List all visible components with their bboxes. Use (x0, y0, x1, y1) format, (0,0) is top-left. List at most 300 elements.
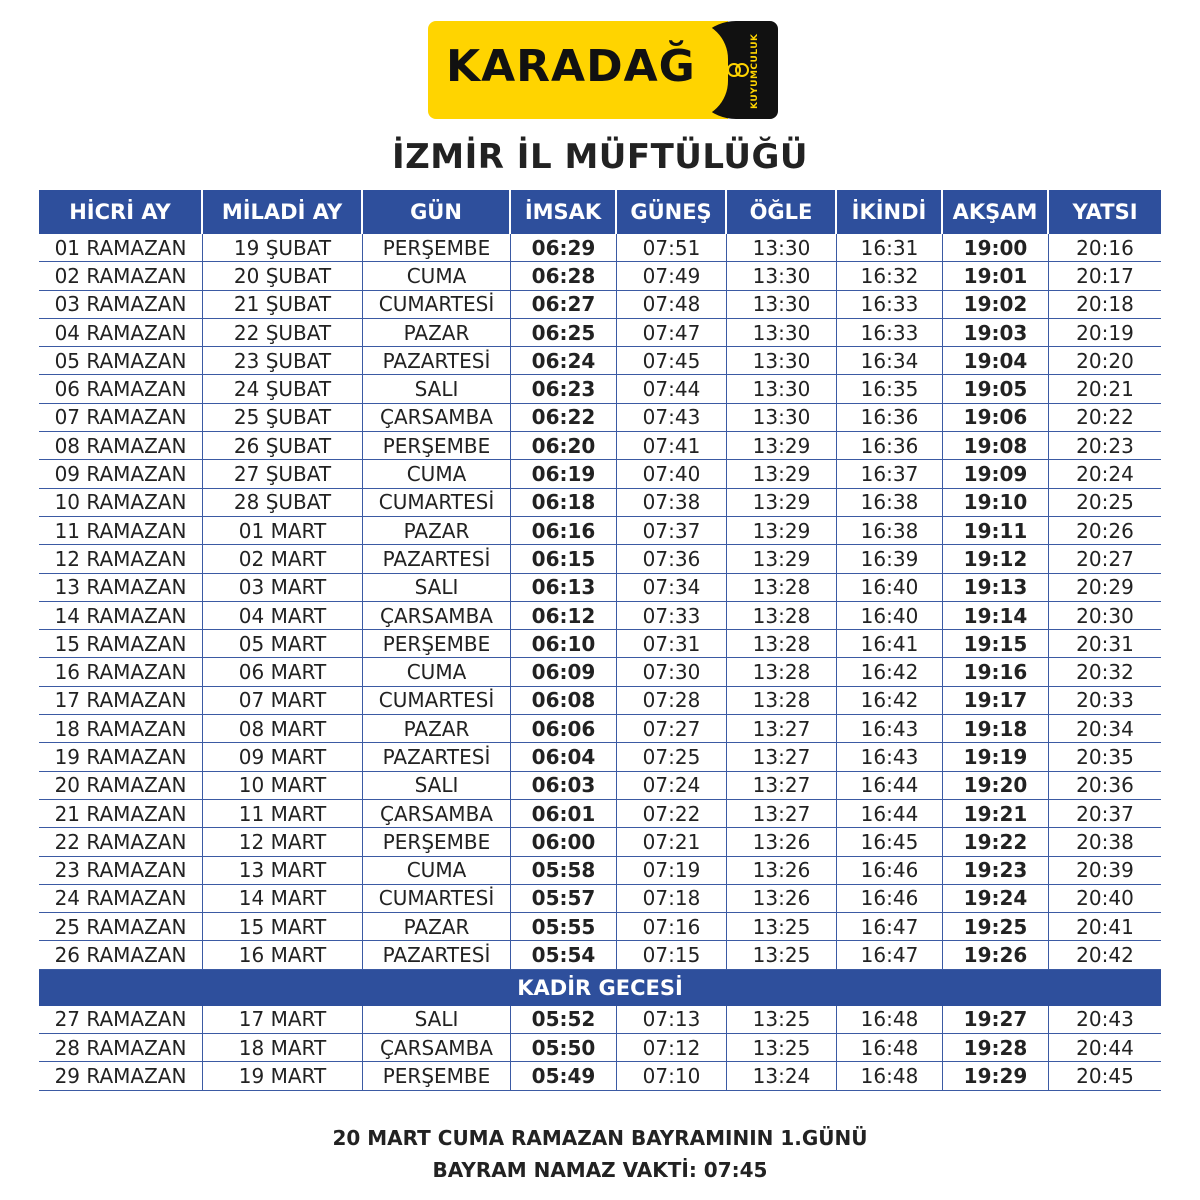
cell-aksam: 19:06 (943, 404, 1049, 431)
cell-aksam: 19:13 (943, 574, 1049, 601)
cell-miladi-ay: 05 MART (203, 630, 363, 657)
cell-ogle: 13:30 (727, 262, 837, 289)
cell-ogle: 13:28 (727, 602, 837, 629)
header-miladi-ay: MİLADİ AY (203, 190, 363, 234)
cell-ikindi: 16:45 (837, 828, 943, 855)
cell-hicri-ay: 27 RAMAZAN (39, 1006, 203, 1033)
table-row (39, 602, 1161, 630)
header-aksam: AKŞAM (943, 190, 1049, 234)
cell-yatsi: 20:45 (1076, 1063, 1134, 1088)
cell-aksam: 19:25 (943, 913, 1049, 940)
cell-hicri-ay: 10 RAMAZAN (39, 489, 203, 516)
table-row (39, 857, 1161, 885)
cell-ikindi: 16:42 (837, 687, 943, 714)
table-row (39, 489, 1161, 517)
cell-miladi-ay: 10 MART (203, 772, 363, 799)
cell-yatsi: 20:24 (1076, 462, 1134, 487)
cell-gunes: 07:12 (617, 1034, 727, 1061)
cell-hicri-ay: 09 RAMAZAN (39, 460, 203, 487)
cell-aksam: 19:03 (943, 319, 1049, 346)
cell-yatsi: 20:20 (1076, 348, 1134, 373)
cell-ikindi: 16:31 (837, 234, 943, 261)
cell-miladi-ay: 08 MART (203, 715, 363, 742)
bayram-note: 20 MART CUMA RAMAZAN BAYRAMININ 1.GÜNÜ (332, 1126, 868, 1150)
cell-gunes: 07:24 (617, 772, 727, 799)
table-row (39, 460, 1161, 488)
table-row (39, 913, 1161, 941)
cell-ogle: 13:30 (727, 375, 837, 402)
cell-yatsi: 20:39 (1076, 858, 1134, 883)
cell-hicri-ay: 17 RAMAZAN (39, 687, 203, 714)
table-row (39, 262, 1161, 290)
cell-ogle: 13:27 (727, 715, 837, 742)
cell-imsak: 06:29 (511, 234, 617, 261)
cell-gunes: 07:21 (617, 828, 727, 855)
cell-gunes: 07:38 (617, 489, 727, 516)
table-row (39, 658, 1161, 686)
cell-aksam: 19:09 (943, 460, 1049, 487)
cell-miladi-ay: 23 ŞUBAT (203, 347, 363, 374)
cell-gun: PERŞEMBE (363, 828, 511, 855)
cell-gun: SALI (363, 574, 511, 601)
cell-aksam: 19:14 (943, 602, 1049, 629)
cell-gun: ÇARSAMBA (363, 404, 511, 431)
cell-hicri-ay: 03 RAMAZAN (39, 291, 203, 318)
cell-ogle: 13:29 (727, 545, 837, 572)
cell-aksam: 19:15 (943, 630, 1049, 657)
cell-miladi-ay: 25 ŞUBAT (203, 404, 363, 431)
cell-yatsi: 20:27 (1076, 546, 1134, 571)
table-row (39, 743, 1161, 771)
cell-hicri-ay: 15 RAMAZAN (39, 630, 203, 657)
cell-miladi-ay: 11 MART (203, 800, 363, 827)
cell-gun: ÇARSAMBA (363, 602, 511, 629)
cell-gunes: 07:41 (617, 432, 727, 459)
cell-gun: CUMARTESİ (363, 885, 511, 912)
table-row (39, 319, 1161, 347)
cell-aksam: 19:27 (943, 1006, 1049, 1033)
cell-aksam: 19:19 (943, 743, 1049, 770)
cell-hicri-ay: 25 RAMAZAN (39, 913, 203, 940)
rings-icon (726, 61, 750, 79)
logo-subtitle: KUYUMCULUK (750, 33, 760, 109)
cell-gun: PERŞEMBE (363, 630, 511, 657)
cell-miladi-ay: 12 MART (203, 828, 363, 855)
cell-gunes: 07:45 (617, 347, 727, 374)
cell-ikindi: 16:37 (837, 460, 943, 487)
cell-ogle: 13:26 (727, 857, 837, 884)
cell-imsak: 06:01 (511, 800, 617, 827)
cell-gun: PAZARTESİ (363, 743, 511, 770)
cell-ogle: 13:30 (727, 234, 837, 261)
cell-gunes: 07:51 (617, 234, 727, 261)
cell-ikindi: 16:33 (837, 319, 943, 346)
cell-ikindi: 16:32 (837, 262, 943, 289)
cell-yatsi: 20:36 (1076, 773, 1134, 798)
cell-ogle: 13:25 (727, 1006, 837, 1033)
cell-aksam: 19:21 (943, 800, 1049, 827)
table-row (39, 1034, 1161, 1062)
table-row (39, 517, 1161, 545)
cell-gun: PAZARTESİ (363, 941, 511, 968)
cell-ikindi: 16:38 (837, 517, 943, 544)
cell-ogle: 13:29 (727, 489, 837, 516)
table-row (39, 715, 1161, 743)
cell-hicri-ay: 29 RAMAZAN (39, 1062, 203, 1089)
table-row (39, 291, 1161, 319)
cell-hicri-ay: 06 RAMAZAN (39, 375, 203, 402)
cell-miladi-ay: 02 MART (203, 545, 363, 572)
cell-imsak: 06:08 (511, 687, 617, 714)
page-title: İZMİR İL MÜFTÜLÜĞÜ (391, 137, 808, 177)
cell-yatsi: 20:34 (1076, 716, 1134, 741)
cell-imsak: 06:28 (511, 262, 617, 289)
cell-gun: PAZAR (363, 715, 511, 742)
cell-aksam: 19:20 (943, 772, 1049, 799)
cell-miladi-ay: 18 MART (203, 1034, 363, 1061)
cell-imsak: 06:22 (511, 404, 617, 431)
cell-ogle: 13:27 (727, 743, 837, 770)
cell-gun: SALI (363, 375, 511, 402)
cell-miladi-ay: 17 MART (203, 1006, 363, 1033)
cell-gunes: 07:31 (617, 630, 727, 657)
cell-imsak: 06:16 (511, 517, 617, 544)
cell-gun: CUMA (363, 658, 511, 685)
kadir-gecesi-band: KADİR GECESİ (39, 970, 1161, 1006)
cell-imsak: 06:15 (511, 545, 617, 572)
cell-aksam: 19:02 (943, 291, 1049, 318)
cell-aksam: 19:22 (943, 828, 1049, 855)
header-yatsi: YATSI (1072, 200, 1138, 224)
cell-gunes: 07:30 (617, 658, 727, 685)
cell-gunes: 07:49 (617, 262, 727, 289)
cell-ikindi: 16:46 (837, 885, 943, 912)
table-row (39, 375, 1161, 403)
cell-yatsi: 20:21 (1076, 377, 1134, 402)
cell-imsak: 06:04 (511, 743, 617, 770)
cell-ogle: 13:29 (727, 517, 837, 544)
header-imsak: İMSAK (511, 190, 617, 234)
cell-gun: PERŞEMBE (363, 432, 511, 459)
cell-hicri-ay: 12 RAMAZAN (39, 545, 203, 572)
header-gun: GÜN (363, 190, 511, 234)
cell-miladi-ay: 21 ŞUBAT (203, 291, 363, 318)
cell-miladi-ay: 07 MART (203, 687, 363, 714)
cell-gunes: 07:25 (617, 743, 727, 770)
cell-gun: PAZAR (363, 517, 511, 544)
cell-hicri-ay: 24 RAMAZAN (39, 885, 203, 912)
cell-imsak: 06:13 (511, 574, 617, 601)
cell-gunes: 07:22 (617, 800, 727, 827)
cell-aksam: 19:12 (943, 545, 1049, 572)
table-body (39, 234, 1161, 970)
cell-imsak: 06:18 (511, 489, 617, 516)
cell-ogle: 13:28 (727, 630, 837, 657)
cell-ikindi: 16:47 (837, 941, 943, 968)
cell-hicri-ay: 22 RAMAZAN (39, 828, 203, 855)
cell-imsak: 06:24 (511, 347, 617, 374)
cell-aksam: 19:05 (943, 375, 1049, 402)
cell-aksam: 19:11 (943, 517, 1049, 544)
cell-hicri-ay: 28 RAMAZAN (39, 1034, 203, 1061)
cell-ogle: 13:27 (727, 800, 837, 827)
header-ikindi: İKİNDİ (837, 190, 943, 234)
cell-ikindi: 16:39 (837, 545, 943, 572)
cell-yatsi: 20:18 (1076, 292, 1134, 317)
cell-gunes: 07:43 (617, 404, 727, 431)
table-row (39, 545, 1161, 573)
cell-yatsi: 20:41 (1076, 914, 1134, 939)
cell-aksam: 19:24 (943, 885, 1049, 912)
cell-yatsi: 20:25 (1076, 490, 1134, 515)
cell-aksam: 19:23 (943, 857, 1049, 884)
cell-ogle: 13:25 (727, 913, 837, 940)
cell-gunes: 07:37 (617, 517, 727, 544)
cell-gun: PAZAR (363, 319, 511, 346)
table-row (39, 404, 1161, 432)
cell-ogle: 13:26 (727, 828, 837, 855)
cell-hicri-ay: 13 RAMAZAN (39, 574, 203, 601)
cell-gunes: 07:13 (617, 1006, 727, 1033)
cell-imsak: 05:57 (511, 885, 617, 912)
cell-miladi-ay: 28 ŞUBAT (203, 489, 363, 516)
cell-gunes: 07:36 (617, 545, 727, 572)
table-row (39, 800, 1161, 828)
cell-imsak: 06:09 (511, 658, 617, 685)
cell-yatsi: 20:44 (1076, 1035, 1134, 1060)
cell-yatsi: 20:17 (1076, 263, 1134, 288)
cell-yatsi: 20:35 (1076, 744, 1134, 769)
cell-ogle: 13:27 (727, 772, 837, 799)
cell-ogle: 13:30 (727, 319, 837, 346)
cell-ogle: 13:28 (727, 574, 837, 601)
table-row (39, 1062, 1161, 1090)
cell-imsak: 05:52 (511, 1006, 617, 1033)
cell-imsak: 06:27 (511, 291, 617, 318)
cell-miladi-ay: 27 ŞUBAT (203, 460, 363, 487)
cell-hicri-ay: 19 RAMAZAN (39, 743, 203, 770)
cell-hicri-ay: 02 RAMAZAN (39, 262, 203, 289)
cell-miladi-ay: 19 MART (203, 1062, 363, 1089)
cell-aksam: 19:01 (943, 262, 1049, 289)
cell-imsak: 05:50 (511, 1034, 617, 1061)
cell-hicri-ay: 01 RAMAZAN (39, 234, 203, 261)
table-row (39, 574, 1161, 602)
table-row (39, 630, 1161, 658)
cell-aksam: 19:17 (943, 687, 1049, 714)
cell-aksam: 19:26 (943, 941, 1049, 968)
cell-yatsi: 20:43 (1076, 1007, 1134, 1032)
cell-yatsi: 20:37 (1076, 801, 1134, 826)
cell-gunes: 07:10 (617, 1062, 727, 1089)
cell-gun: PAZARTESİ (363, 347, 511, 374)
cell-yatsi: 20:23 (1076, 433, 1134, 458)
cell-imsak: 06:00 (511, 828, 617, 855)
cell-ogle: 13:28 (727, 687, 837, 714)
cell-hicri-ay: 20 RAMAZAN (39, 772, 203, 799)
cell-gunes: 07:27 (617, 715, 727, 742)
cell-hicri-ay: 21 RAMAZAN (39, 800, 203, 827)
cell-miladi-ay: 04 MART (203, 602, 363, 629)
cell-ikindi: 16:36 (837, 404, 943, 431)
cell-imsak: 06:19 (511, 460, 617, 487)
cell-imsak: 06:20 (511, 432, 617, 459)
table-header (39, 190, 1161, 234)
cell-hicri-ay: 26 RAMAZAN (39, 941, 203, 968)
table-row (39, 828, 1161, 856)
cell-miladi-ay: 14 MART (203, 885, 363, 912)
cell-imsak: 05:55 (511, 913, 617, 940)
cell-yatsi: 20:19 (1076, 320, 1134, 345)
cell-gun: PAZAR (363, 913, 511, 940)
cell-ikindi: 16:35 (837, 375, 943, 402)
cell-ikindi: 16:48 (837, 1034, 943, 1061)
cell-hicri-ay: 05 RAMAZAN (39, 347, 203, 374)
cell-gun: CUMA (363, 262, 511, 289)
cell-yatsi: 20:31 (1076, 631, 1134, 656)
table-row (39, 885, 1161, 913)
cell-ikindi: 16:40 (837, 574, 943, 601)
cell-hicri-ay: 23 RAMAZAN (39, 857, 203, 884)
cell-gunes: 07:15 (617, 941, 727, 968)
table-row (39, 347, 1161, 375)
cell-gunes: 07:40 (617, 460, 727, 487)
cell-ogle: 13:30 (727, 347, 837, 374)
cell-gunes: 07:16 (617, 913, 727, 940)
cell-aksam: 19:10 (943, 489, 1049, 516)
cell-yatsi: 20:29 (1076, 575, 1134, 600)
cell-hicri-ay: 14 RAMAZAN (39, 602, 203, 629)
cell-yatsi: 20:32 (1076, 660, 1134, 685)
cell-ikindi: 16:42 (837, 658, 943, 685)
cell-ikindi: 16:34 (837, 347, 943, 374)
cell-ogle: 13:30 (727, 291, 837, 318)
cell-yatsi: 20:30 (1076, 603, 1134, 628)
cell-gunes: 07:19 (617, 857, 727, 884)
cell-ogle: 13:24 (727, 1062, 837, 1089)
cell-ikindi: 16:44 (837, 772, 943, 799)
logo-wordmark: KARADAĞ (446, 41, 696, 92)
cell-imsak: 06:12 (511, 602, 617, 629)
cell-gunes: 07:28 (617, 687, 727, 714)
cell-aksam: 19:08 (943, 432, 1049, 459)
cell-imsak: 06:23 (511, 375, 617, 402)
table-row (39, 1006, 1161, 1034)
cell-imsak: 06:06 (511, 715, 617, 742)
cell-miladi-ay: 01 MART (203, 517, 363, 544)
cell-aksam: 19:16 (943, 658, 1049, 685)
cell-hicri-ay: 16 RAMAZAN (39, 658, 203, 685)
cell-aksam: 19:18 (943, 715, 1049, 742)
cell-hicri-ay: 04 RAMAZAN (39, 319, 203, 346)
cell-imsak: 06:10 (511, 630, 617, 657)
cell-miladi-ay: 09 MART (203, 743, 363, 770)
karadag-logo (428, 21, 778, 119)
cell-miladi-ay: 22 ŞUBAT (203, 319, 363, 346)
cell-ikindi: 16:44 (837, 800, 943, 827)
cell-gunes: 07:47 (617, 319, 727, 346)
prayer-times-table (39, 190, 1161, 1091)
table-body-after (39, 1006, 1161, 1091)
cell-yatsi: 20:42 (1076, 943, 1134, 968)
cell-gun: ÇARSAMBA (363, 800, 511, 827)
bayram-prayer-time: BAYRAM NAMAZ VAKTİ: 07:45 (432, 1158, 768, 1182)
cell-gunes: 07:48 (617, 291, 727, 318)
table-row (39, 432, 1161, 460)
header-ogle: ÖĞLE (727, 190, 837, 234)
cell-aksam: 19:28 (943, 1034, 1049, 1061)
cell-hicri-ay: 07 RAMAZAN (39, 404, 203, 431)
header-hicri-ay: HİCRİ AY (39, 190, 203, 234)
cell-imsak: 05:49 (511, 1062, 617, 1089)
cell-gun: CUMA (363, 460, 511, 487)
cell-miladi-ay: 20 ŞUBAT (203, 262, 363, 289)
cell-miladi-ay: 24 ŞUBAT (203, 375, 363, 402)
cell-gunes: 07:33 (617, 602, 727, 629)
cell-gun: SALI (363, 772, 511, 799)
cell-ogle: 13:29 (727, 460, 837, 487)
cell-imsak: 06:03 (511, 772, 617, 799)
cell-ikindi: 16:33 (837, 291, 943, 318)
cell-gun: CUMARTESİ (363, 489, 511, 516)
cell-miladi-ay: 13 MART (203, 857, 363, 884)
cell-miladi-ay: 19 ŞUBAT (203, 234, 363, 261)
table-row (39, 234, 1161, 262)
cell-ikindi: 16:43 (837, 715, 943, 742)
cell-gun: CUMA (363, 857, 511, 884)
cell-ikindi: 16:48 (837, 1062, 943, 1089)
cell-gun: SALI (363, 1006, 511, 1033)
cell-ogle: 13:25 (727, 941, 837, 968)
cell-imsak: 05:58 (511, 857, 617, 884)
cell-gun: PERŞEMBE (363, 1062, 511, 1089)
cell-yatsi: 20:16 (1076, 235, 1134, 260)
cell-yatsi: 20:38 (1076, 829, 1134, 854)
cell-hicri-ay: 11 RAMAZAN (39, 517, 203, 544)
cell-ikindi: 16:43 (837, 743, 943, 770)
cell-ikindi: 16:41 (837, 630, 943, 657)
table-row (39, 687, 1161, 715)
cell-ikindi: 16:36 (837, 432, 943, 459)
cell-gunes: 07:44 (617, 375, 727, 402)
cell-aksam: 19:04 (943, 347, 1049, 374)
cell-ikindi: 16:40 (837, 602, 943, 629)
cell-gunes: 07:34 (617, 574, 727, 601)
cell-ogle: 13:25 (727, 1034, 837, 1061)
cell-gun: PAZARTESİ (363, 545, 511, 572)
cell-ogle: 13:26 (727, 885, 837, 912)
cell-miladi-ay: 15 MART (203, 913, 363, 940)
cell-gunes: 07:18 (617, 885, 727, 912)
cell-miladi-ay: 26 ŞUBAT (203, 432, 363, 459)
cell-hicri-ay: 18 RAMAZAN (39, 715, 203, 742)
cell-aksam: 19:00 (943, 234, 1049, 261)
cell-ogle: 13:29 (727, 432, 837, 459)
cell-gun: PERŞEMBE (363, 234, 511, 261)
cell-miladi-ay: 06 MART (203, 658, 363, 685)
cell-hicri-ay: 08 RAMAZAN (39, 432, 203, 459)
header-gunes: GÜNEŞ (617, 190, 727, 234)
cell-ikindi: 16:38 (837, 489, 943, 516)
cell-gun: CUMARTESİ (363, 291, 511, 318)
cell-yatsi: 20:26 (1076, 518, 1134, 543)
cell-miladi-ay: 03 MART (203, 574, 363, 601)
cell-ogle: 13:28 (727, 658, 837, 685)
cell-gun: CUMARTESİ (363, 687, 511, 714)
cell-ikindi: 16:46 (837, 857, 943, 884)
cell-yatsi: 20:40 (1076, 886, 1134, 911)
cell-imsak: 06:25 (511, 319, 617, 346)
